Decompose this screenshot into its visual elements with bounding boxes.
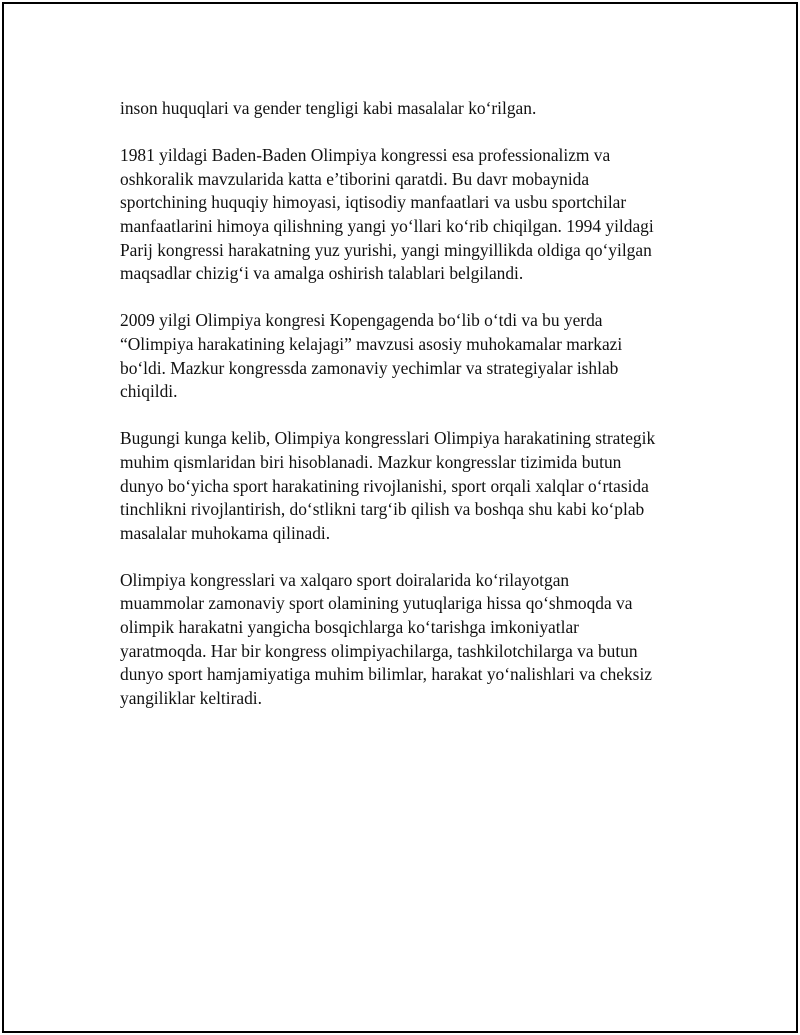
text-line: manfaatlarini himoya qilishning yangi yo‘llari ko‘rib chiqilgan. 1994 yildagi [120, 215, 654, 236]
paragraph-3 [120, 309, 700, 403]
text-line: 2009 yilgi Olimpiya kongresi Kopengagenda bo‘lib o‘tdi va bu yerda [120, 310, 603, 331]
text-line: yaratmoqda. Har bir kongress olimpiyachilarga, tashkilotchilarga va butun [120, 640, 638, 661]
text-line: Bugungi kunga kelib, Olimpiya kongresslari Olimpiya harakatining strategik [120, 428, 656, 449]
text-line: yangiliklar keltiradi. [120, 687, 262, 708]
text-line: bo‘ldi. Mazkur kongressda zamonaviy yechimlar va strategiyalar ishlab [120, 357, 619, 378]
text-line: dunyo sport hamjamiyatiga muhim bilimlar, harakat yo‘nalishlari va cheksiz [120, 664, 652, 685]
text-line: oshkoralik mavzularida katta e’tiborini qaratdi. Bu davr mobaynida [120, 168, 590, 189]
paragraph-1 [120, 97, 700, 121]
text-line: maqsadlar chizig‘i va amalga oshirish talablari belgilandi. [120, 263, 524, 284]
text-line: Olimpiya kongresslari va xalqaro sport doiralarida ko‘rilayotgan [120, 569, 570, 590]
paragraph-5 [120, 569, 700, 711]
text-line: muammolar zamonaviy sport olamining yutuqlariga hissa qo‘shmoqda va [120, 593, 633, 614]
text-line: olimpik harakatni yangicha bosqichlarga ko‘tarishga imkoniyatlar [120, 617, 579, 638]
paragraph-2 [120, 144, 700, 286]
document-page [2, 2, 798, 1033]
text-line: “Olimpiya harakatining kelajagi” mavzusi asosiy muhokamalar markazi [120, 333, 623, 354]
text-line: chiqildi. [120, 381, 178, 402]
document-body [120, 97, 700, 734]
text-line: 1981 yildagi Baden-Baden Olimpiya kongressi esa professionalizm va [120, 145, 611, 166]
text-line: dunyo bo‘yicha sport harakatining rivojlanishi, sport orqali xalqlar o‘rtasida [120, 475, 649, 496]
text-line: masalalar muhokama qilinadi. [120, 522, 331, 543]
text-line: inson huquqlari va gender tengligi kabi masalalar ko‘rilgan. [120, 98, 537, 118]
text-line: muhim qismlaridan biri hisoblanadi. Mazkur kongresslar tizimida butun [120, 451, 622, 472]
text-line: tinchlikni rivojlantirish, do‘stlikni targ‘ib qilish va boshqa shu kabi ko‘plab [120, 499, 645, 520]
text-line: sportchining huquqiy himoyasi, iqtisodiy manfaatlari va usbu sportchilar [120, 192, 627, 213]
text-line: Parij kongressi harakatning yuz yurishi, yangi mingyillikda oldiga qo‘yilgan [120, 239, 652, 260]
paragraph-4 [120, 427, 700, 545]
